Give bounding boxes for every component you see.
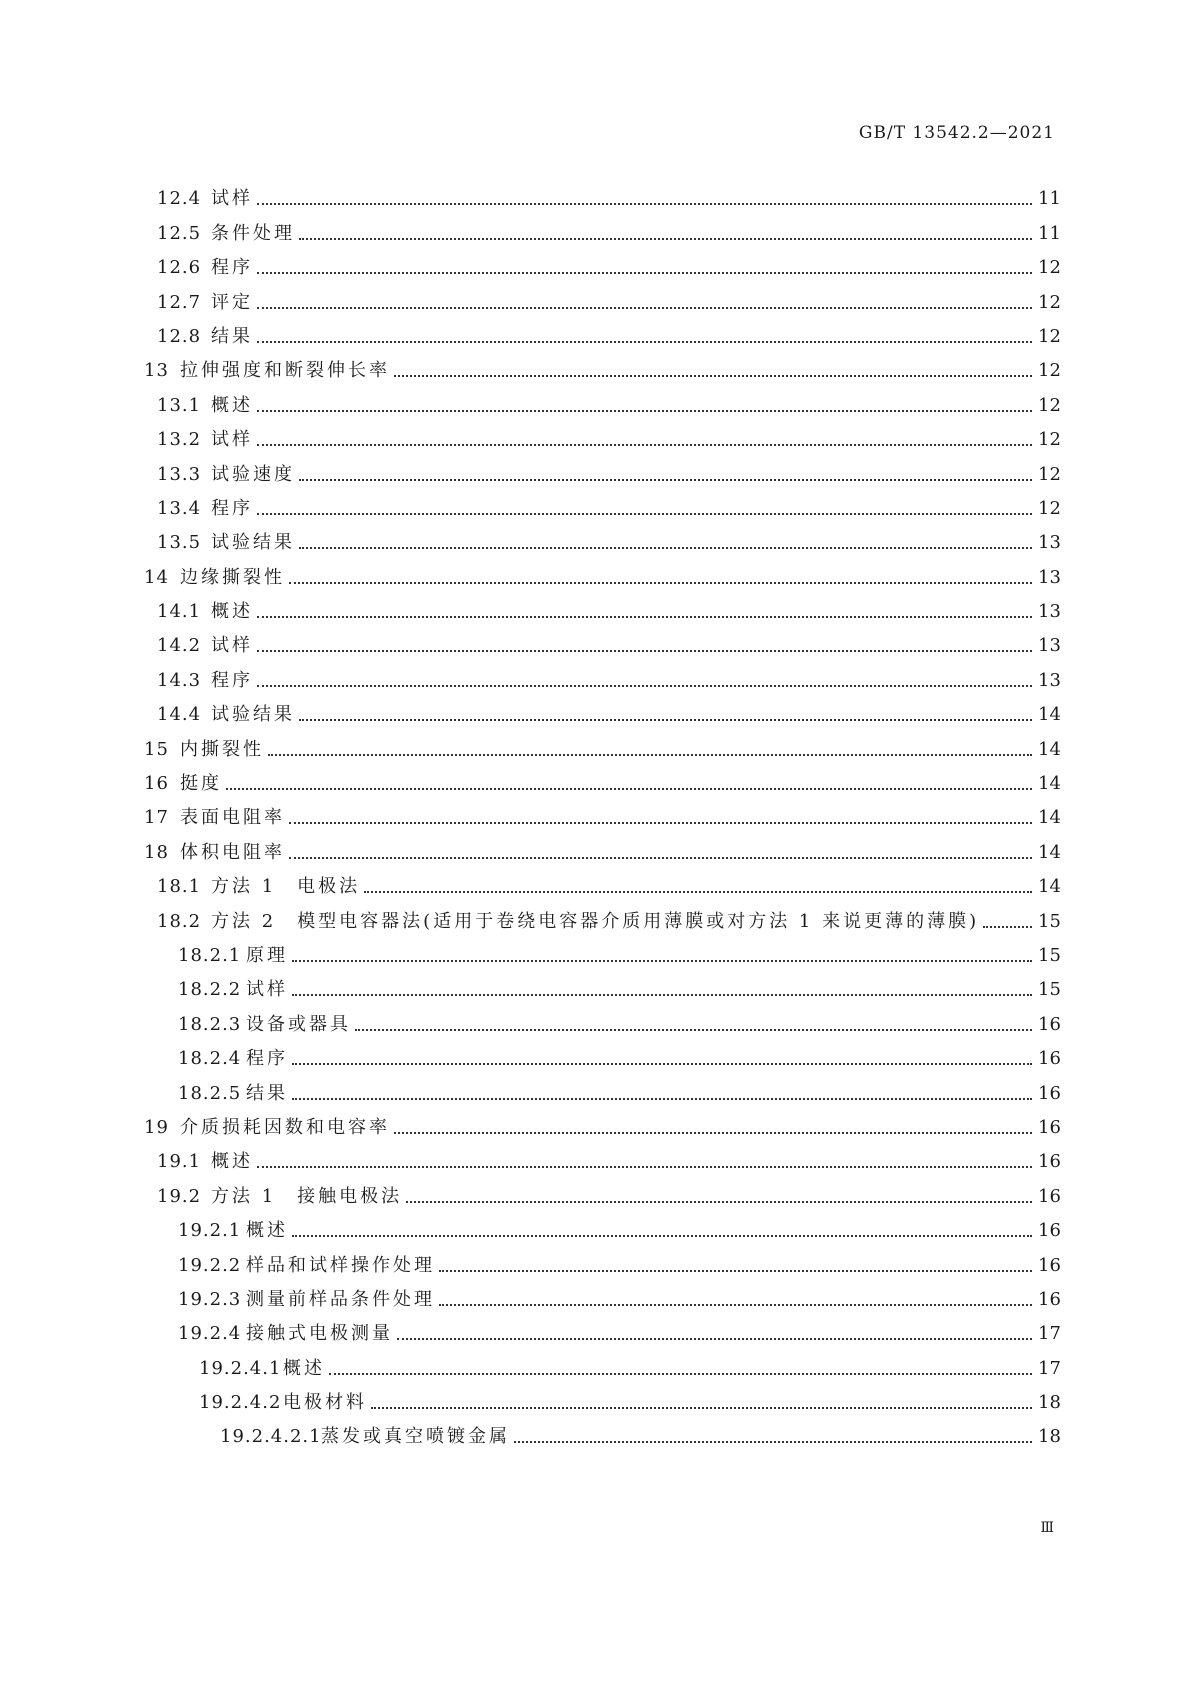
toc-entry[interactable] <box>0 692 1191 726</box>
toc-entry-number: 16 <box>144 773 169 795</box>
toc-entry-page: 13 <box>1038 635 1061 657</box>
dot-leader <box>257 650 1032 652</box>
toc-entry[interactable] <box>0 1311 1191 1345</box>
toc-entry[interactable] <box>0 967 1191 1001</box>
toc-entry-number: 18.2.5 <box>178 1082 242 1104</box>
toc-entry-number: 13.2 <box>157 429 202 451</box>
toc-entry-number: 19 <box>144 1116 169 1138</box>
toc-entry-number: 18.2 <box>157 910 202 932</box>
dot-leader <box>299 238 1032 240</box>
toc-entry[interactable] <box>0 795 1191 829</box>
toc-entry[interactable] <box>0 589 1191 623</box>
toc-entry-number: 18 <box>144 841 169 863</box>
toc-entry-title: 测量前样品条件处理 <box>246 1288 435 1310</box>
dot-leader <box>439 1270 1032 1272</box>
toc-entry-page: 14 <box>1038 807 1061 829</box>
toc-entry[interactable] <box>0 726 1191 760</box>
toc-entry-title: 结果 <box>246 1082 288 1104</box>
toc-entry-number: 12.7 <box>157 291 202 313</box>
toc-entry-number: 18.2.3 <box>178 1013 242 1035</box>
toc-entry[interactable] <box>0 451 1191 485</box>
toc-entry-title: 接触式电极测量 <box>246 1323 393 1345</box>
toc-entry[interactable] <box>0 554 1191 588</box>
toc-entry[interactable] <box>0 1208 1191 1242</box>
page-number: Ⅲ <box>1040 1520 1055 1536</box>
toc-entry-title: 程序 <box>211 497 253 519</box>
toc-entry-title: 原理 <box>246 944 288 966</box>
toc-entry-number: 14.1 <box>157 601 202 623</box>
toc-entry-page: 13 <box>1038 669 1061 691</box>
dot-leader <box>292 1098 1032 1100</box>
toc-entry-title: 试验速度 <box>211 463 295 485</box>
toc-entry[interactable] <box>0 1105 1191 1139</box>
toc-entry-title: 试验结果 <box>211 532 295 554</box>
toc-entry[interactable] <box>0 176 1191 210</box>
toc-entry-title: 概述 <box>211 601 253 623</box>
toc-entry-number: 13.3 <box>157 463 202 485</box>
toc-entry-title: 试样 <box>211 188 253 210</box>
toc-entry-title: 内撕裂性 <box>180 738 264 760</box>
toc-entry-number: 13 <box>144 360 169 382</box>
standard-number: GB/T 13542.2—2021 <box>858 123 1055 143</box>
dot-leader <box>257 1166 1032 1168</box>
toc-entry-title: 挺度 <box>180 773 222 795</box>
toc-entry-page: 12 <box>1038 497 1061 519</box>
toc-entry-page: 14 <box>1038 704 1061 726</box>
dot-leader <box>406 1201 1032 1203</box>
toc-entry-number: 19.2.3 <box>178 1288 242 1310</box>
toc-entry-number: 13.4 <box>157 497 202 519</box>
dot-leader <box>289 822 1032 824</box>
toc-entry-title: 试样 <box>246 979 288 1001</box>
toc-entry-number: 13.1 <box>157 394 202 416</box>
dot-leader <box>439 1304 1032 1306</box>
toc-entry-title: 方法 1 接触电极法 <box>211 1185 403 1207</box>
toc-entry-title: 拉伸强度和断裂伸长率 <box>180 360 390 382</box>
toc-entry-number: 19.2.4 <box>178 1323 242 1345</box>
toc-entry[interactable] <box>0 864 1191 898</box>
toc-entry-page: 12 <box>1038 463 1061 485</box>
toc-entry-title: 概述 <box>211 1151 253 1173</box>
toc-entry-page: 11 <box>1038 188 1061 210</box>
dot-leader <box>268 754 1032 756</box>
toc-entry[interactable] <box>0 245 1191 279</box>
dot-leader <box>371 1407 1032 1409</box>
toc-entry-page: 18 <box>1038 1426 1061 1448</box>
dot-leader <box>299 547 1032 549</box>
toc-entry-title: 试验结果 <box>211 704 295 726</box>
toc-entry-page: 16 <box>1038 1220 1061 1242</box>
dot-leader <box>394 375 1032 377</box>
toc-entry-page: 12 <box>1038 429 1061 451</box>
toc-entry[interactable] <box>0 829 1191 863</box>
dot-leader <box>257 410 1032 412</box>
toc-entry-title: 试样 <box>211 429 253 451</box>
toc-entry-page: 13 <box>1038 566 1061 588</box>
toc-entry[interactable] <box>0 1380 1191 1414</box>
toc-entry-number: 19.2.4.2 <box>199 1392 282 1414</box>
toc-entry-title: 边缘撕裂性 <box>180 566 285 588</box>
toc-entry[interactable] <box>0 486 1191 520</box>
toc-entry[interactable] <box>0 279 1191 313</box>
toc-entry-number: 19.1 <box>157 1151 202 1173</box>
toc-entry-number: 14.4 <box>157 704 202 726</box>
toc-entry[interactable] <box>0 382 1191 416</box>
toc-entry[interactable] <box>0 1001 1191 1035</box>
toc-entry[interactable] <box>0 623 1191 657</box>
toc-entry[interactable] <box>0 417 1191 451</box>
toc-entry-number: 19.2.4.1 <box>199 1357 282 1379</box>
dot-leader <box>364 891 1032 893</box>
dot-leader <box>292 1235 1032 1237</box>
toc-entry-page: 17 <box>1038 1357 1061 1379</box>
toc-entry-page: 15 <box>1038 979 1061 1001</box>
toc-entry-title: 表面电阻率 <box>180 807 285 829</box>
toc-entry-number: 18.2.2 <box>178 979 242 1001</box>
toc-entry[interactable] <box>0 314 1191 348</box>
toc-entry-number: 14 <box>144 566 169 588</box>
toc-entry-title: 试样 <box>211 635 253 657</box>
toc-entry-title: 介质损耗因数和电容率 <box>180 1116 390 1138</box>
toc-entry[interactable] <box>0 1036 1191 1070</box>
toc-entry-title: 条件处理 <box>211 222 295 244</box>
toc-entry[interactable] <box>0 657 1191 691</box>
dot-leader <box>257 444 1032 446</box>
toc-entry-page: 11 <box>1038 222 1061 244</box>
toc-entry-page: 12 <box>1038 325 1061 347</box>
toc-entry-title: 程序 <box>211 669 253 691</box>
toc-entry[interactable] <box>0 1139 1191 1173</box>
toc-entry-page: 16 <box>1038 1082 1061 1104</box>
toc-entry-number: 19.2.2 <box>178 1254 242 1276</box>
toc-entry-page: 15 <box>1038 944 1061 966</box>
toc-entry-page: 16 <box>1038 1116 1061 1138</box>
dot-leader <box>299 479 1032 481</box>
toc-entry-page: 16 <box>1038 1288 1061 1310</box>
toc-entry-number: 19.2.1 <box>178 1220 242 1242</box>
toc-entry[interactable] <box>0 1173 1191 1207</box>
dot-leader <box>292 960 1032 962</box>
toc-entry-page: 14 <box>1038 738 1061 760</box>
toc-entry-title: 概述 <box>283 1357 325 1379</box>
toc-entry-title: 方法 1 电极法 <box>211 876 361 898</box>
toc-entry-title: 样品和试样操作处理 <box>246 1254 435 1276</box>
toc-entry-number: 18.2.1 <box>178 944 242 966</box>
dot-leader <box>257 203 1032 205</box>
dot-leader <box>257 272 1032 274</box>
dot-leader <box>394 1132 1032 1134</box>
toc-entry-title: 程序 <box>246 1048 288 1070</box>
toc-entry-page: 14 <box>1038 773 1061 795</box>
toc-entry-number: 19.2 <box>157 1185 202 1207</box>
toc-entry-page: 17 <box>1038 1323 1061 1345</box>
dot-leader <box>329 1373 1032 1375</box>
toc-entry-page: 12 <box>1038 291 1061 313</box>
toc-entry-page: 16 <box>1038 1048 1061 1070</box>
dot-leader <box>257 341 1032 343</box>
toc-entry-number: 14.2 <box>157 635 202 657</box>
toc-entry-page: 12 <box>1038 360 1061 382</box>
toc-entry-title: 蒸发或真空喷镀金属 <box>321 1426 510 1448</box>
dot-leader <box>299 719 1032 721</box>
table-of-contents <box>0 176 1191 1448</box>
toc-entry-title: 概述 <box>211 394 253 416</box>
toc-entry[interactable] <box>0 1277 1191 1311</box>
toc-entry-number: 12.5 <box>157 222 202 244</box>
dot-leader <box>514 1441 1032 1443</box>
toc-entry-page: 16 <box>1038 1185 1061 1207</box>
toc-entry-title: 程序 <box>211 257 253 279</box>
toc-entry[interactable] <box>0 1070 1191 1104</box>
toc-entry-page: 13 <box>1038 532 1061 554</box>
toc-entry-page: 16 <box>1038 1013 1061 1035</box>
dot-leader <box>355 1029 1032 1031</box>
toc-entry[interactable] <box>0 761 1191 795</box>
toc-entry-number: 12.4 <box>157 188 202 210</box>
toc-entry-number: 12.8 <box>157 325 202 347</box>
dot-leader <box>257 616 1032 618</box>
toc-entry[interactable] <box>0 1414 1191 1448</box>
toc-entry-number: 12.6 <box>157 257 202 279</box>
toc-entry[interactable] <box>0 348 1191 382</box>
dot-leader <box>257 513 1032 515</box>
toc-entry-page: 16 <box>1038 1254 1061 1276</box>
toc-entry-number: 18.1 <box>157 876 202 898</box>
dot-leader <box>257 307 1032 309</box>
toc-entry-number: 14.3 <box>157 669 202 691</box>
dot-leader <box>289 857 1032 859</box>
toc-entry[interactable] <box>0 898 1191 932</box>
dot-leader <box>983 926 1032 928</box>
toc-entry-page: 14 <box>1038 876 1061 898</box>
toc-entry-number: 13.5 <box>157 532 202 554</box>
toc-entry-page: 18 <box>1038 1392 1061 1414</box>
dot-leader <box>292 994 1032 996</box>
dot-leader <box>292 1063 1032 1065</box>
dot-leader <box>226 788 1032 790</box>
toc-entry[interactable] <box>0 520 1191 554</box>
toc-entry-page: 15 <box>1038 910 1061 932</box>
toc-entry-title: 结果 <box>211 325 253 347</box>
toc-entry[interactable] <box>0 933 1191 967</box>
toc-entry-title: 体积电阻率 <box>180 841 285 863</box>
toc-entry-number: 18.2.4 <box>178 1048 242 1070</box>
toc-entry-number: 19.2.4.2.1 <box>220 1426 322 1448</box>
dot-leader <box>397 1338 1032 1340</box>
dot-leader <box>257 685 1032 687</box>
toc-entry-number: 17 <box>144 807 169 829</box>
toc-entry[interactable] <box>0 1345 1191 1379</box>
toc-entry-title: 设备或器具 <box>246 1013 351 1035</box>
toc-entry-page: 12 <box>1038 257 1061 279</box>
toc-entry-page: 12 <box>1038 394 1061 416</box>
toc-entry-page: 13 <box>1038 601 1061 623</box>
toc-entry-title: 方法 2 模型电容器法(适用于卷绕电容器介质用薄膜或对方法 1 来说更薄的薄膜) <box>211 910 980 932</box>
toc-entry[interactable] <box>0 210 1191 244</box>
toc-entry-title: 概述 <box>246 1220 288 1242</box>
toc-entry-number: 15 <box>144 738 169 760</box>
toc-entry-page: 14 <box>1038 841 1061 863</box>
toc-entry[interactable] <box>0 1242 1191 1276</box>
toc-entry-title: 评定 <box>211 291 253 313</box>
toc-entry-title: 电极材料 <box>283 1392 367 1414</box>
dot-leader <box>289 582 1032 584</box>
toc-entry-page: 16 <box>1038 1151 1061 1173</box>
